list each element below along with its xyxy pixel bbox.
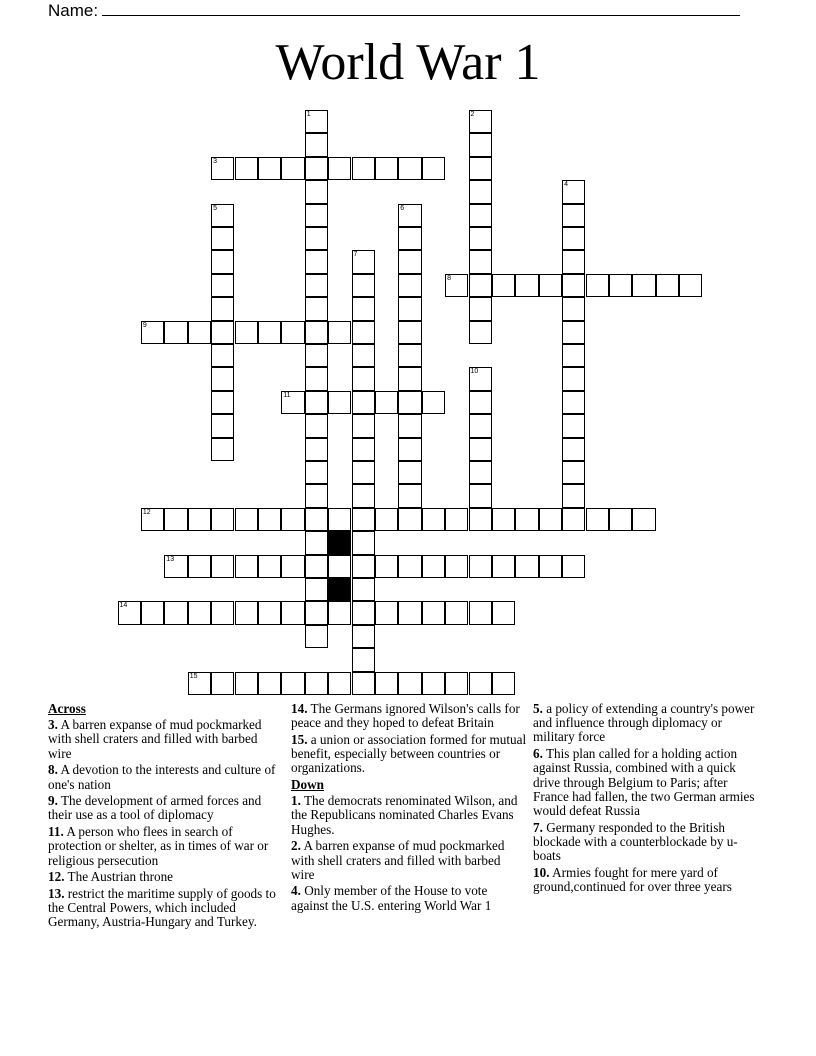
crossword-cell[interactable]: [398, 344, 421, 367]
crossword-cell[interactable]: [562, 461, 585, 484]
crossword-cell[interactable]: [281, 391, 304, 414]
crossword-cell[interactable]: [375, 672, 398, 695]
crossword-cell[interactable]: [258, 157, 281, 180]
crossword-cell[interactable]: [352, 461, 375, 484]
crossword-cell[interactable]: [562, 344, 585, 367]
crossword-cell[interactable]: [398, 414, 421, 437]
crossword-cell[interactable]: [492, 672, 515, 695]
crossword-cell[interactable]: [328, 672, 351, 695]
crossword-cell[interactable]: [281, 601, 304, 624]
crossword-cell[interactable]: [562, 250, 585, 273]
crossword-cell[interactable]: [211, 227, 234, 250]
crossword-cell[interactable]: [398, 297, 421, 320]
crossword-cell[interactable]: [586, 508, 609, 531]
crossword-cell[interactable]: [469, 438, 492, 461]
crossword-cell[interactable]: [679, 274, 702, 297]
crossword-cell[interactable]: [211, 414, 234, 437]
crossword-cell[interactable]: [305, 578, 328, 601]
crossword-cell[interactable]: [445, 672, 468, 695]
crossword-cell[interactable]: [422, 601, 445, 624]
crossword-cell[interactable]: [609, 274, 632, 297]
crossword-cell[interactable]: [469, 414, 492, 437]
crossword-cell[interactable]: [398, 601, 421, 624]
crossword-cell[interactable]: [422, 157, 445, 180]
crossword-cell[interactable]: [352, 555, 375, 578]
crossword-cell[interactable]: [398, 484, 421, 507]
crossword-cell[interactable]: [352, 414, 375, 437]
crossword-cell[interactable]: [235, 672, 258, 695]
crossword-cell[interactable]: [328, 157, 351, 180]
crossword-cell[interactable]: [539, 274, 562, 297]
crossword-cell[interactable]: [305, 250, 328, 273]
crossword-cell[interactable]: [352, 508, 375, 531]
clue-number: 6: [400, 204, 405, 212]
crossword-cell[interactable]: [398, 672, 421, 695]
crossword-cell[interactable]: [469, 601, 492, 624]
across-clue: 9. The development of armed forces and their use as a tool of diplomacy: [48, 793, 262, 823]
crossword-cell[interactable]: [188, 555, 211, 578]
crossword-cell[interactable]: [469, 297, 492, 320]
crossword-cell[interactable]: [562, 321, 585, 344]
crossword-cell[interactable]: [562, 484, 585, 507]
crossword-block: [328, 578, 351, 601]
crossword-cell[interactable]: [352, 625, 375, 648]
crossword-cell[interactable]: [445, 508, 468, 531]
crossword-cell[interactable]: [188, 672, 211, 695]
crossword-cell[interactable]: [469, 133, 492, 156]
crossword-cell[interactable]: [492, 601, 515, 624]
crossword-cell[interactable]: [445, 555, 468, 578]
crossword-cell[interactable]: [281, 555, 304, 578]
crossword-cell[interactable]: [305, 344, 328, 367]
crossword-cell[interactable]: [562, 414, 585, 437]
crossword-cell[interactable]: [375, 391, 398, 414]
crossword-cell[interactable]: [539, 508, 562, 531]
clue-number: 5: [213, 204, 217, 212]
crossword-cell[interactable]: [328, 321, 351, 344]
crossword-cell[interactable]: [352, 391, 375, 414]
crossword-cell[interactable]: [469, 508, 492, 531]
crossword-cell[interactable]: [422, 391, 445, 414]
crossword-cell[interactable]: [305, 508, 328, 531]
crossword-cell[interactable]: [352, 531, 375, 554]
clues-column-2: [291, 702, 527, 915]
crossword-cell[interactable]: [352, 601, 375, 624]
crossword-cell[interactable]: [562, 438, 585, 461]
crossword-cell[interactable]: [469, 672, 492, 695]
across-clue: 15. a union or association formed for mutual benefit, especially between countries or organizations.: [291, 731, 527, 776]
clue-number: 1: [306, 111, 311, 118]
crossword-cell[interactable]: [352, 438, 375, 461]
crossword-cell[interactable]: [515, 508, 538, 531]
clue-number: 15: [189, 672, 198, 680]
down-clue: 5. a policy of extending a country's power and influence through diplomacy or military force: [533, 701, 755, 745]
crossword-cell[interactable]: [539, 555, 562, 578]
crossword-cell[interactable]: [398, 250, 421, 273]
crossword-block: [328, 531, 351, 554]
crossword-cell[interactable]: [211, 367, 234, 390]
crossword-cell[interactable]: [328, 601, 351, 624]
crossword-cell[interactable]: [235, 157, 258, 180]
crossword-cell[interactable]: [305, 157, 328, 180]
down-clue: 4. Only member of the House to vote against the U.S. entering World War 1: [291, 883, 492, 913]
crossword-cell[interactable]: [398, 204, 421, 227]
crossword-cell[interactable]: [305, 274, 328, 297]
crossword-cell[interactable]: [469, 227, 492, 250]
crossword-cell[interactable]: [469, 555, 492, 578]
crossword-cell[interactable]: [164, 601, 187, 624]
crossword-cell[interactable]: [305, 414, 328, 437]
crossword-cell[interactable]: [515, 274, 538, 297]
crossword-cell[interactable]: [164, 321, 187, 344]
crossword-cell[interactable]: [492, 555, 515, 578]
crossword-cell[interactable]: [562, 297, 585, 320]
crossword-cell[interactable]: [211, 601, 234, 624]
crossword-cell[interactable]: [305, 461, 328, 484]
crossword-cell[interactable]: [352, 648, 375, 671]
clue-number: 4: [564, 181, 568, 189]
crossword-cell[interactable]: [305, 204, 328, 227]
crossword-cell[interactable]: [328, 391, 351, 414]
crossword-cell[interactable]: [375, 157, 398, 180]
crossword-cell[interactable]: [305, 297, 328, 320]
across-clue: 14. The Germans ignored Wilson's calls for peace and they hoped to defeat Britain: [291, 701, 520, 731]
crossword-cell[interactable]: [188, 508, 211, 531]
crossword-cell[interactable]: [398, 274, 421, 297]
across-clue: 8. A devotion to the interests and culture of one's nation: [48, 762, 276, 792]
crossword-cell[interactable]: [562, 274, 585, 297]
crossword-cell[interactable]: [398, 438, 421, 461]
crossword-cell[interactable]: [586, 274, 609, 297]
crossword-cell[interactable]: [164, 508, 187, 531]
crossword-cell[interactable]: [211, 274, 234, 297]
crossword-cell[interactable]: [305, 601, 328, 624]
clue-number: 13: [166, 555, 175, 563]
crossword-cell[interactable]: [515, 555, 538, 578]
crossword-cell[interactable]: [305, 321, 328, 344]
crossword-cell[interactable]: [562, 227, 585, 250]
page-title: World War 1: [275, 34, 541, 91]
crossword-cell[interactable]: [305, 438, 328, 461]
crossword-cell[interactable]: [422, 555, 445, 578]
crossword-cell[interactable]: [141, 601, 164, 624]
crossword-cell[interactable]: [258, 672, 281, 695]
crossword-cell[interactable]: [398, 157, 421, 180]
crossword-cell[interactable]: [469, 321, 492, 344]
crossword-cell[interactable]: [352, 484, 375, 507]
crossword-cell[interactable]: [258, 601, 281, 624]
across-clue: 3. A barren expanse of mud pockmarked with shell craters and filled with barbed wire: [48, 717, 262, 761]
crossword-cell[interactable]: [375, 601, 398, 624]
crossword-cell[interactable]: [469, 180, 492, 203]
crossword-cell[interactable]: [305, 391, 328, 414]
crossword-cell[interactable]: [211, 297, 234, 320]
crossword-cell[interactable]: [398, 555, 421, 578]
crossword-cell[interactable]: [469, 367, 492, 390]
crossword-cell[interactable]: [211, 250, 234, 273]
crossword-cell[interactable]: [305, 180, 328, 203]
crossword-cell[interactable]: [211, 672, 234, 695]
crossword-cell[interactable]: [632, 274, 655, 297]
crossword-cell[interactable]: [305, 484, 328, 507]
crossword-cell[interactable]: [305, 625, 328, 648]
crossword-cell[interactable]: [352, 344, 375, 367]
crossword-cell[interactable]: [258, 555, 281, 578]
clue-number: 9: [142, 321, 147, 329]
down-clue: 2. A barren expanse of mud pockmarked with shell craters and filled with barbed wire: [291, 838, 505, 882]
crossword-cell[interactable]: [281, 672, 304, 695]
crossword-cell[interactable]: [422, 672, 445, 695]
crossword-cell[interactable]: [328, 555, 351, 578]
across-clue: 11. A person who flees in search of protection or shelter, as in times of war or religious persecution: [48, 824, 269, 868]
crossword-cell[interactable]: [211, 344, 234, 367]
crossword-cell[interactable]: [562, 555, 585, 578]
down-clue: 6. This plan called for a holding action against Russia, combined with a quick drive through Belgium to Paris; after France had fallen, the two German armies would defeat Russia: [533, 746, 755, 818]
crossword-cell[interactable]: [141, 321, 164, 344]
across-clue: 12. The Austrian throne: [48, 869, 174, 885]
crossword-cell[interactable]: [398, 367, 421, 390]
crossword-cell[interactable]: [609, 508, 632, 531]
crossword-cell[interactable]: [398, 461, 421, 484]
crossword-cell[interactable]: [352, 274, 375, 297]
crossword-cell[interactable]: [211, 508, 234, 531]
clues-column-1: [48, 702, 280, 932]
down-clue: 1. The democrats renominated Wilson, and the Republicans nominated Charles Evans Hughes.: [291, 793, 518, 837]
crossword-cell[interactable]: [375, 508, 398, 531]
crossword-cell[interactable]: [281, 157, 304, 180]
crossword-cell[interactable]: [164, 555, 187, 578]
crossword-cell[interactable]: [492, 508, 515, 531]
crossword-cell[interactable]: [305, 227, 328, 250]
crossword-cell[interactable]: [305, 555, 328, 578]
crossword-cell[interactable]: [492, 274, 515, 297]
crossword-cell[interactable]: [328, 508, 351, 531]
clue-number: 14: [119, 602, 128, 610]
crossword-cell[interactable]: [281, 508, 304, 531]
crossword-cell[interactable]: [352, 297, 375, 320]
crossword-cell[interactable]: [211, 321, 234, 344]
crossword-cell[interactable]: [211, 555, 234, 578]
crossword-cell[interactable]: [469, 461, 492, 484]
crossword-cell[interactable]: [445, 601, 468, 624]
crossword-cell[interactable]: [211, 157, 234, 180]
crossword-cell[interactable]: [281, 321, 304, 344]
crossword-cell[interactable]: [562, 367, 585, 390]
crossword-cell[interactable]: [235, 555, 258, 578]
crossword-cell[interactable]: [258, 508, 281, 531]
crossword-cell[interactable]: [398, 391, 421, 414]
crossword-cell[interactable]: [352, 672, 375, 695]
crossword-cell[interactable]: [352, 250, 375, 273]
crossword-cell[interactable]: [469, 204, 492, 227]
clue-number: 11: [283, 391, 291, 399]
crossword-cell[interactable]: [469, 391, 492, 414]
crossword-cell[interactable]: [469, 250, 492, 273]
crossword-cell[interactable]: [305, 531, 328, 554]
crossword-cell[interactable]: [398, 508, 421, 531]
crossword-cell[interactable]: [469, 484, 492, 507]
crossword-cell[interactable]: [352, 578, 375, 601]
clue-number: 7: [353, 251, 358, 259]
crossword-cell[interactable]: [562, 508, 585, 531]
clues-column-3: [533, 702, 765, 897]
crossword-cell[interactable]: [211, 438, 234, 461]
crossword-cell[interactable]: [188, 601, 211, 624]
clue-number: 10: [470, 368, 479, 376]
crossword-cell[interactable]: [305, 110, 328, 133]
crossword-cell[interactable]: [398, 227, 421, 250]
name-label: Name:: [48, 1, 99, 20]
crossword-cell[interactable]: [398, 321, 421, 344]
crossword-cell[interactable]: [235, 321, 258, 344]
crossword-cell[interactable]: [375, 555, 398, 578]
crossword-cell[interactable]: [562, 204, 585, 227]
down-clue: 10. Armies fought for mere yard of ground,continued for over three years: [533, 864, 732, 894]
crossword-cell[interactable]: [235, 508, 258, 531]
clue-number: 3: [213, 157, 217, 165]
crossword-cell[interactable]: [422, 508, 445, 531]
crossword-cell[interactable]: [258, 321, 281, 344]
crossword-cell[interactable]: [469, 157, 492, 180]
crossword-cell[interactable]: [352, 157, 375, 180]
clue-number: 2: [470, 111, 475, 118]
crossword-cell[interactable]: [469, 274, 492, 297]
crossword-cell[interactable]: [118, 601, 141, 624]
crossword-cell[interactable]: [305, 133, 328, 156]
crossword-cell[interactable]: [305, 672, 328, 695]
down-heading: Down: [291, 777, 324, 793]
crossword-cell[interactable]: [188, 321, 211, 344]
clue-number: 8: [447, 274, 451, 282]
crossword-cell[interactable]: [656, 274, 679, 297]
crossword-cell[interactable]: [562, 180, 585, 203]
clue-number: 12: [142, 508, 151, 516]
crossword-cell[interactable]: [562, 391, 585, 414]
crossword-cell[interactable]: [469, 110, 492, 133]
crossword-cell[interactable]: [445, 274, 468, 297]
crossword-cell[interactable]: [632, 508, 655, 531]
crossword-cell[interactable]: [235, 601, 258, 624]
across-clue: 13. restrict the maritime supply of goods to the Central Powers, which included Germany, Austria-Hungary and Turkey.: [48, 885, 276, 930]
crossword-cell[interactable]: [305, 367, 328, 390]
crossword-cell[interactable]: [352, 321, 375, 344]
across-heading: Across: [48, 701, 86, 716]
crossword-cell[interactable]: [352, 367, 375, 390]
crossword-cell[interactable]: [211, 391, 234, 414]
crossword-cell[interactable]: [211, 204, 234, 227]
crossword-cell[interactable]: [141, 508, 164, 531]
down-clue: 7. Germany responded to the British blockade with a counterblockade by u-boats: [533, 819, 738, 864]
